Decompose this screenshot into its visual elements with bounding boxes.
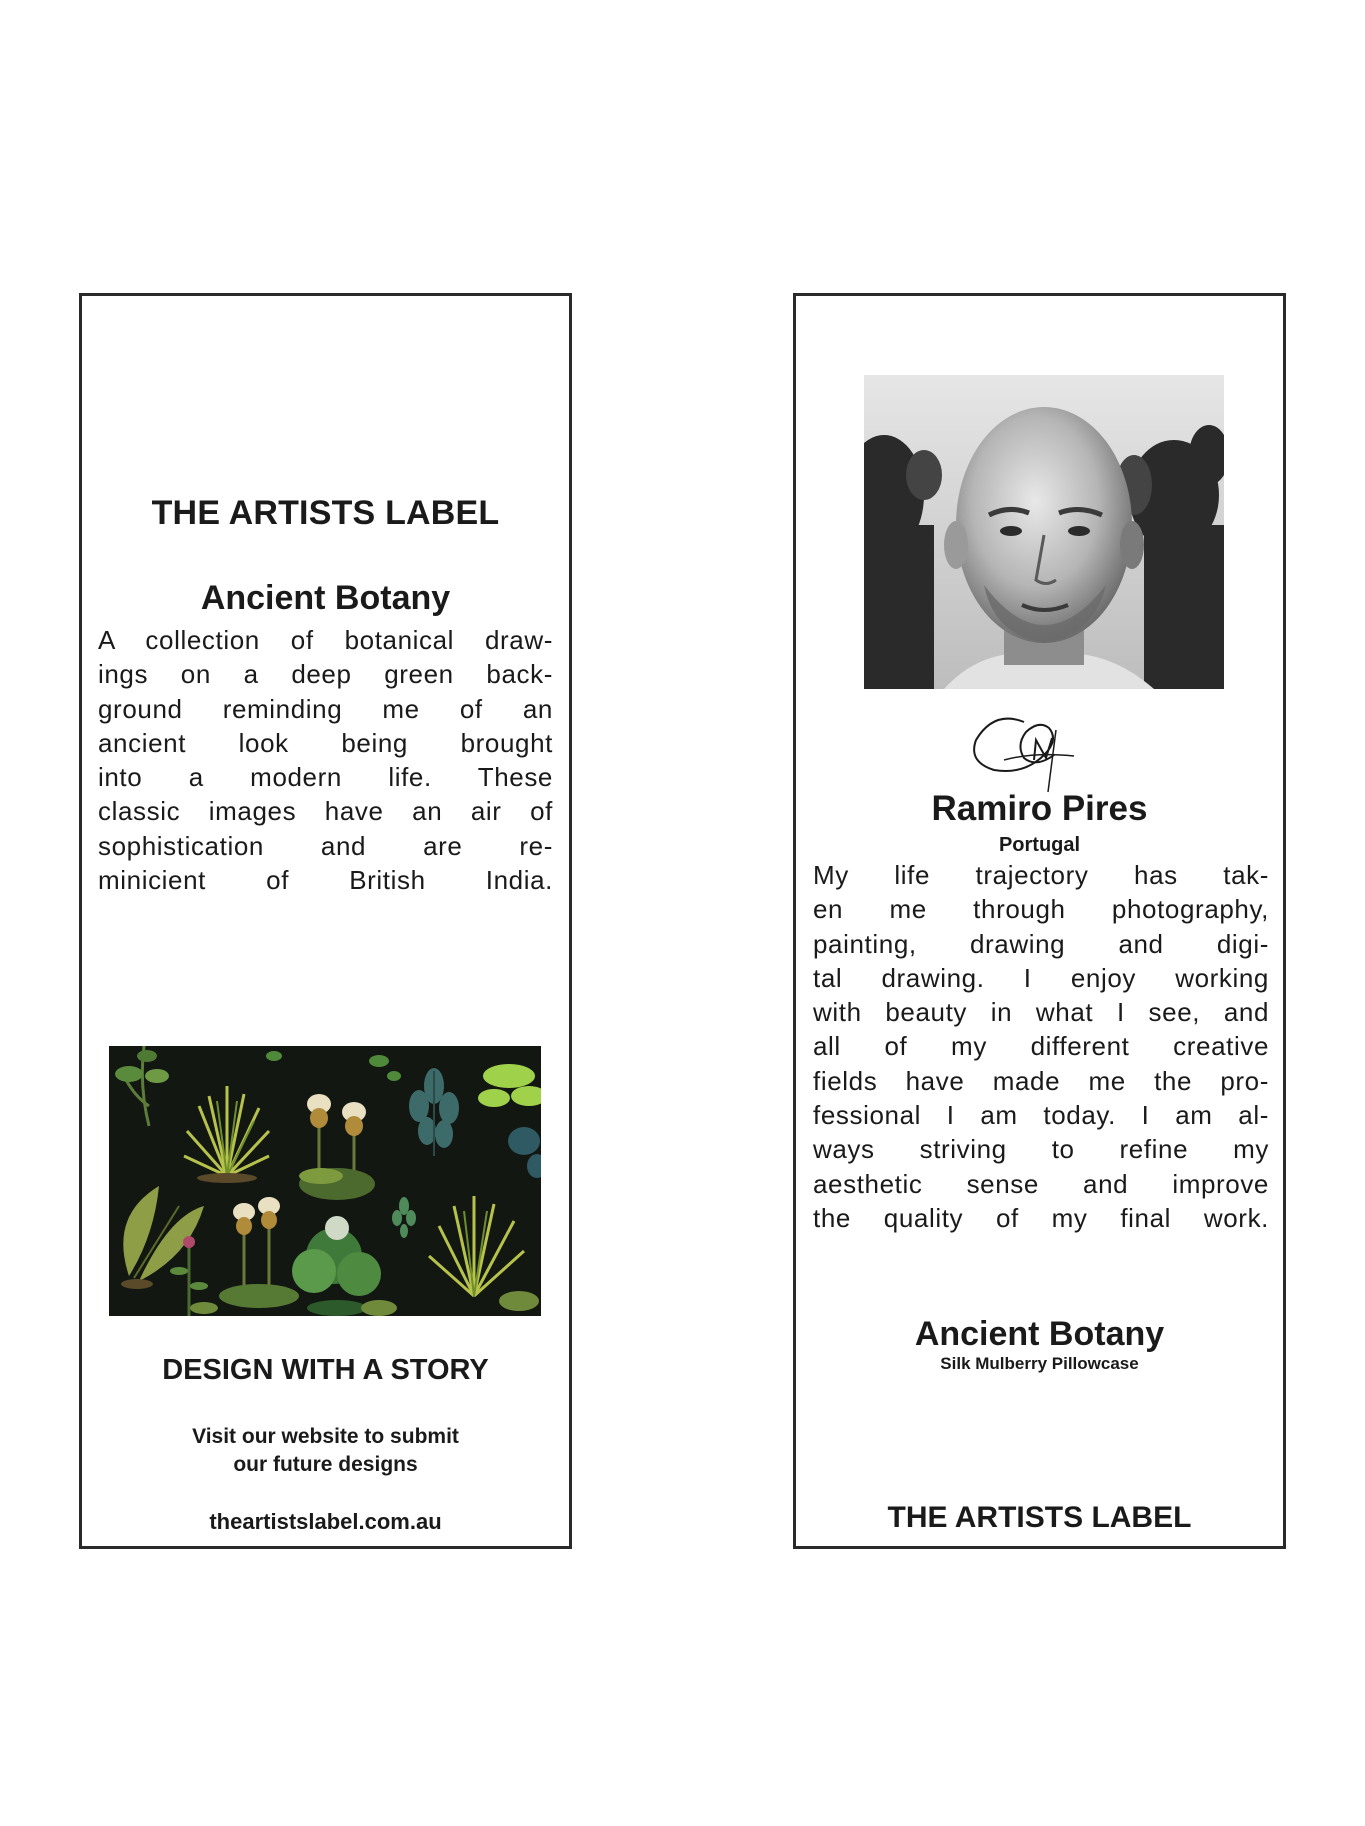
artist-country: Portugal xyxy=(998,834,1081,856)
description-line: minicient of British India. xyxy=(98,865,553,896)
description-line: classic images have an air of xyxy=(98,796,553,827)
product-name: Silk Mulberry Pillowcase xyxy=(940,1354,1139,1373)
brand-title: THE ARTISTS LABEL xyxy=(151,494,500,532)
collection-title: Ancient Botany xyxy=(914,1315,1165,1353)
bio-line: fessional I am today. I am al- xyxy=(813,1100,1269,1131)
bio-line: en me through photography, xyxy=(813,894,1269,925)
description-line: A collection of botanical draw- xyxy=(98,625,553,655)
artist-name: Ramiro Pires xyxy=(931,789,1148,828)
bio-line: tal drawing. I enjoy working xyxy=(813,962,1269,993)
brand-card-back xyxy=(793,293,1286,1549)
description-line: ground reminding me of an xyxy=(98,693,553,724)
visit-line: our future designs xyxy=(233,1453,418,1476)
bio-line: all of my different creative xyxy=(813,1031,1269,1062)
artist-portrait-photo xyxy=(864,375,1224,689)
collection-title: Ancient Botany xyxy=(200,579,451,617)
bio-line: ways striving to refine my xyxy=(813,1134,1269,1165)
visit-website-note xyxy=(82,1423,569,1479)
bio-line: painting, drawing and digi- xyxy=(813,928,1269,959)
bio-line: aesthetic sense and improve xyxy=(813,1168,1269,1199)
tagline: DESIGN WITH A STORY xyxy=(162,1354,489,1386)
description-line: sophistication and are re- xyxy=(98,830,553,861)
botanical-artwork-image xyxy=(109,1046,541,1316)
artist-signature xyxy=(964,700,1084,796)
brand-card-front xyxy=(79,293,572,1549)
collection-description xyxy=(98,623,553,897)
bio-line: the quality of my final work. xyxy=(813,1202,1269,1233)
bio-line: fields have made me the pro- xyxy=(813,1065,1269,1096)
website-url: theartistslabel.com.au xyxy=(209,1509,442,1534)
artist-bio xyxy=(813,858,1269,1235)
bio-line: My life trajectory has tak- xyxy=(813,860,1269,890)
description-line: into a modern life. These xyxy=(98,762,553,793)
brand-title: THE ARTISTS LABEL xyxy=(887,1501,1192,1534)
visit-line: Visit our website to submit xyxy=(192,1425,459,1448)
bio-line: with beauty in what I see, and xyxy=(813,997,1269,1028)
description-line: ancient look being brought xyxy=(98,727,553,758)
description-line: ings on a deep green back- xyxy=(98,659,553,690)
